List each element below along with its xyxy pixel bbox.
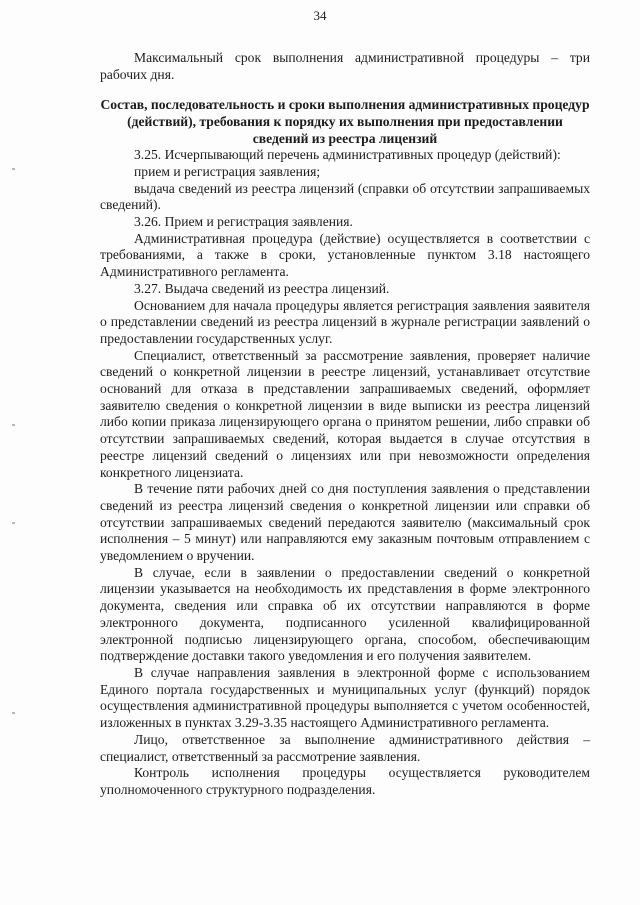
document-body (100, 50, 590, 799)
list-item-reception: прием и регистрация заявления; (134, 163, 321, 179)
paragraph-grounds: Основанием для начала процедуры является регистрация заявления заявителя о представлении сведений из реестра лицензий в журнале регистрации заявлений о предоставлении государственных услуг. (100, 297, 590, 346)
paragraph-electronic-document: В случае, если в заявлении о предоставлении сведений о конкретной лицензии указывается на необходимость их представления в форме электронного документа, сведения или справка об их отсутствии направляются в форме электронного документа, подписанного усиленной квалифицированной электронной подписью лицензирующего органа, способом, обеспечивающим подтверждение доставки такого уведомления и его получения заявителем. (100, 564, 590, 664)
paragraph-3-26: 3.26. Прием и регистрация заявления. (134, 214, 353, 229)
paragraph-specialist: Специалист, ответственный за рассмотрение заявления, проверяет наличие сведений о конкретной лицензии в реестре лицензий, устанавливает отсутствие оснований для отказа в представлении запрашиваемых сведений, оформляет заявителю сведения о конкретной лицензии в виде выписки из реестра лицензий либо копии приказа лицензирующего органа о принятом решении, либо справки об отсутствии запрашиваемых сведений, которая выдается в случае отсутствия в реестре лицензий сведений о лицензиях или при невозможности определения конкретного лицензиата. (100, 347, 590, 480)
paragraph-3-27: 3.27. Выдача сведений из реестра лицензий. (134, 280, 390, 296)
intro-paragraph: Максимальный срок выполнения административной процедуры – три рабочих дня. (100, 50, 590, 82)
list-item-issuance: выдача сведений из реестра лицензий (справки об отсутствии запрашиваемых сведений). (100, 180, 590, 213)
margin-mark (12, 168, 15, 170)
paragraph-unified-portal: В случае направления заявления в электронной форме с использованием Единого портала государственных и муниципальных услуг (функций) порядок осуществления административной процедуры выполняется с учетом особенностей, изложенных в пунктах 3.29-3.35 настоящего Административного регламента. (100, 664, 590, 731)
margin-mark (12, 712, 15, 714)
paragraph-five-days: В течение пяти рабочих дней со дня поступления заявления о представлении сведений из реестра лицензий сведения о конкретной лицензии или справки об отсутствии запрашиваемых сведений передаются заявителю (максимальный срок исполнения – 5 минут) или направляются ему заказным почтовым отправлением с уведомлением о вручении. (100, 481, 590, 564)
paragraph-control: Контроль исполнения процедуры осуществляется руководителем уполномоченного структурного подразделения. (100, 765, 590, 797)
margin-mark (12, 424, 15, 426)
section-heading: Состав, последовательность и сроки выполнения административных процедур (действий), требования к порядку их выполнения при предоставлении сведений из реестра лицензий (100, 97, 590, 146)
paragraph-procedure-terms: Административная процедура (действие) осуществляется в соответствии с требованиями, а также в сроки, установленные пунктом 3.18 настоящего Административного регламента. (100, 230, 590, 280)
page-number: 34 (313, 8, 327, 23)
paragraph-3-25: 3.25. Исчерпывающий перечень административных процедур (действий): (134, 147, 561, 163)
margin-mark (12, 522, 15, 524)
paragraph-responsible-person: Лицо, ответственное за выполнение административного действия – специалист, ответственный за рассмотрение заявления. (100, 731, 590, 764)
